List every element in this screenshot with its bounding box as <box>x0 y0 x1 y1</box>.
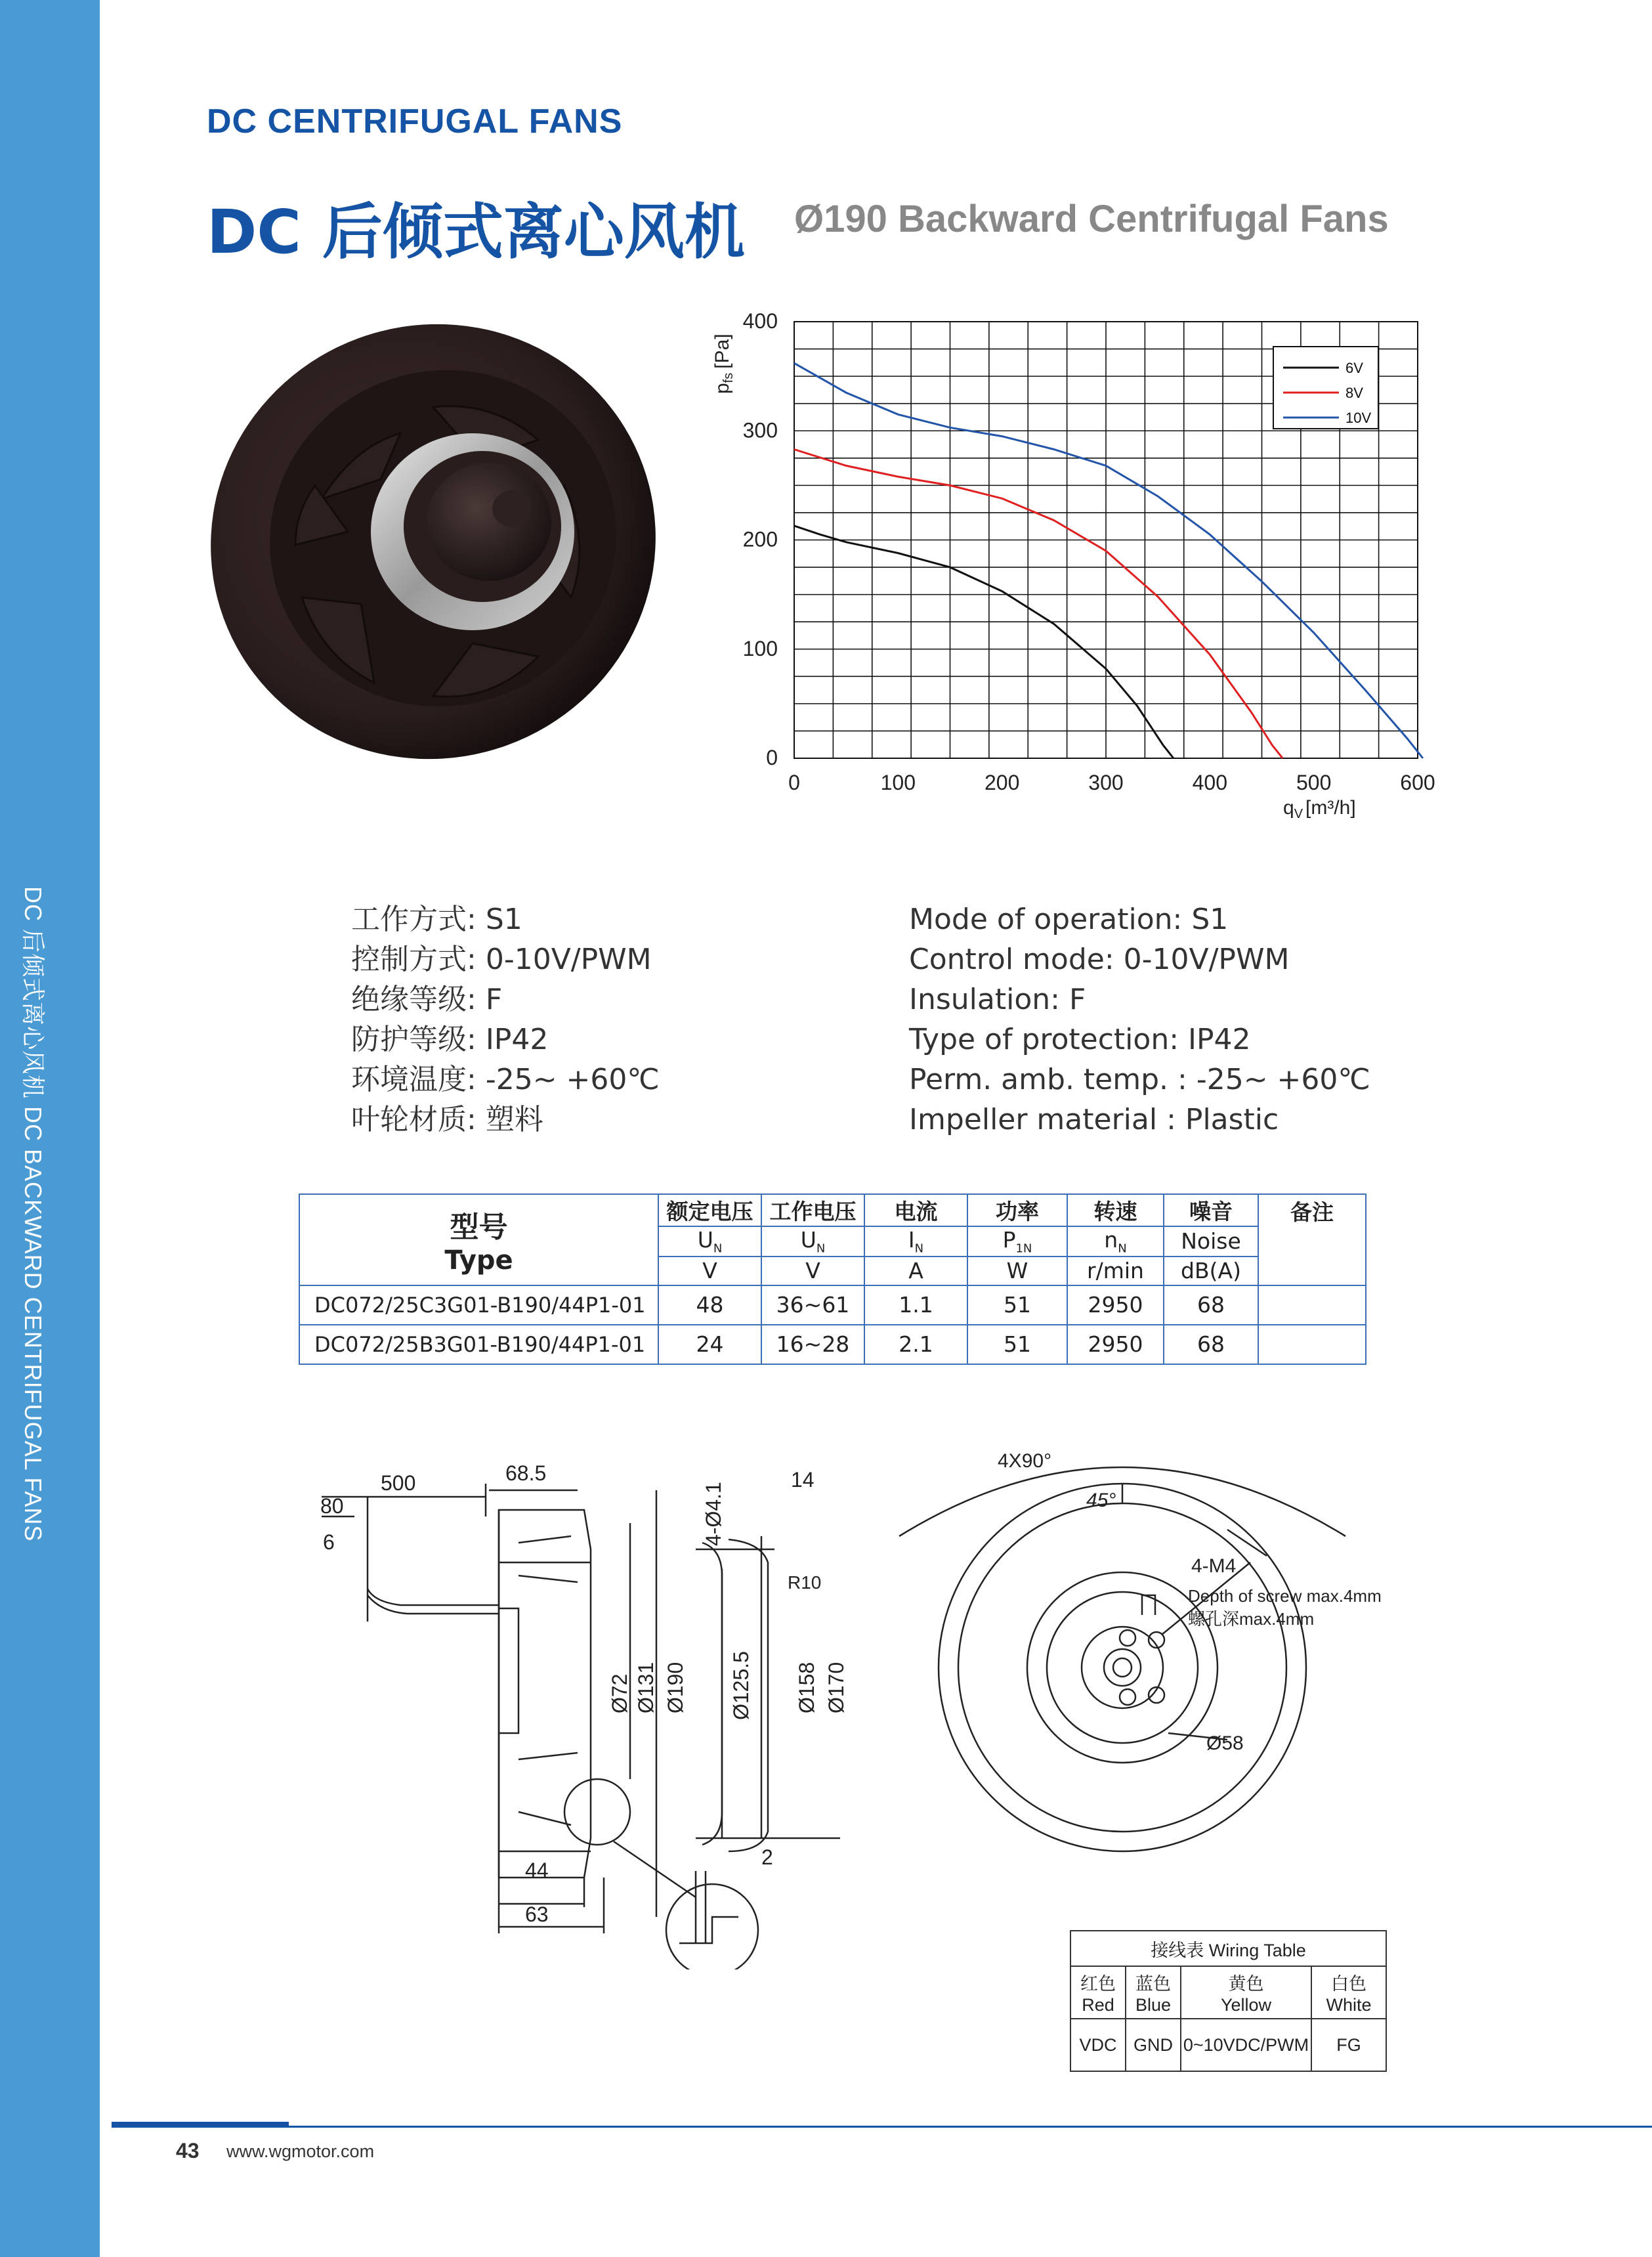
dim-label: 14 <box>791 1468 815 1492</box>
wiring-function-cell: 0~10VDC/PWM <box>1181 2019 1311 2071</box>
x-tick-label: 400 <box>1192 771 1228 794</box>
value-cell: 16~28 <box>761 1325 864 1364</box>
x-tick-label: 300 <box>1088 771 1124 794</box>
value-cell: 1.1 <box>864 1285 967 1325</box>
wiring-color-cell: 黄色 Yellow <box>1181 1966 1311 2019</box>
table-row <box>299 1285 1366 1325</box>
legend-label: 6V <box>1345 360 1363 376</box>
value-cell: 51 <box>967 1285 1067 1325</box>
spec-row: 叶轮材质: 塑料 <box>351 1103 543 1136</box>
sidebar-vertical-text: DC 后倾式离心风机 DC BACKWARD CENTRIFUGAL FANS <box>20 886 47 1542</box>
page-number: 43 <box>176 2139 200 2162</box>
dim-label: 4-Ø4.1 <box>702 1482 725 1546</box>
value-cell: 36~61 <box>761 1285 864 1325</box>
col-symbol: $U_N$ <box>658 1226 761 1257</box>
value-cell: 68 <box>1164 1325 1258 1364</box>
dim-label: 68.5 <box>505 1461 547 1485</box>
wiring-color-cell: 蓝色 Blue <box>1126 1966 1181 2019</box>
col-unit: A <box>864 1257 967 1285</box>
wiring-color-cell: 红色 Red <box>1070 1966 1126 2019</box>
col-unit: W <box>967 1257 1067 1285</box>
col-header: 额定电压 <box>658 1194 761 1226</box>
wiring-function-cell: GND <box>1126 2019 1181 2071</box>
dim-label: Ø170 <box>824 1662 848 1713</box>
front-dim-label: 螺孔深max.4mm <box>1188 1609 1315 1629</box>
value-cell <box>1258 1325 1366 1364</box>
y-tick-label: 100 <box>742 636 778 660</box>
spec-row: Insulation: F <box>909 983 1086 1016</box>
col-unit: V <box>761 1257 864 1285</box>
value-cell: 24 <box>658 1325 761 1364</box>
front-dim-label: 4-M4 <box>1191 1555 1237 1577</box>
spec-row: Perm. amb. temp. : -25~ +60℃ <box>909 1063 1370 1096</box>
dim-label: 2 <box>761 1845 773 1869</box>
series-line-8V <box>794 450 1282 759</box>
value-cell: 2950 <box>1067 1325 1164 1364</box>
y-tick-label: 0 <box>766 746 778 769</box>
chart-legend <box>1273 347 1378 429</box>
spec-row: 绝缘等级: F <box>351 983 503 1016</box>
spec-row: 控制方式: 0-10V/PWM <box>351 943 652 976</box>
front-dim-label: 4X90° <box>998 1450 1052 1472</box>
legend-label: 8V <box>1345 385 1363 401</box>
dim-label: Ø131 <box>634 1662 658 1713</box>
model-cell: DC072/25B3G01-B190/44P1-01 <box>299 1325 658 1364</box>
col-unit <box>1258 1257 1366 1285</box>
col-unit: V <box>658 1257 761 1285</box>
x-tick-label: 500 <box>1296 771 1332 794</box>
footer-rule <box>112 2126 1652 2128</box>
dim-label: Ø190 <box>664 1662 687 1713</box>
col-header: 噪音 <box>1164 1194 1258 1226</box>
dim-label: 80 <box>320 1494 344 1518</box>
value-cell: 2950 <box>1067 1285 1164 1325</box>
spec-row: 环境温度: -25~ +60℃ <box>351 1063 660 1096</box>
spec-row: Impeller material : Plastic <box>909 1103 1279 1136</box>
y-axis-label: $p_{fs}[Pa]$ <box>711 333 736 394</box>
wiring-color-cell: 白色 White <box>1311 1966 1386 2019</box>
y-tick-label: 300 <box>742 418 778 442</box>
front-dim-label: Ø58 <box>1206 1732 1244 1754</box>
value-cell: 48 <box>658 1285 761 1325</box>
dim-label: 44 <box>525 1859 549 1882</box>
dim-label: 6 <box>323 1530 335 1554</box>
wiring-function-row <box>1070 2019 1386 2071</box>
x-tick-label: 600 <box>1400 771 1435 794</box>
value-cell: 2.1 <box>864 1325 967 1364</box>
front-view-drawing <box>860 1444 1451 1864</box>
footer-url[interactable]: www.wgmotor.com <box>226 2141 375 2161</box>
col-header: 工作电压 <box>761 1194 864 1226</box>
wiring-title: 接线表 Wiring Table <box>1070 1931 1386 1966</box>
x-tick-label: 100 <box>880 771 916 794</box>
wiring-function-cell: VDC <box>1070 2019 1126 2071</box>
category-heading: DC CENTRIFUGAL FANS <box>207 102 623 140</box>
fan-product-image <box>184 315 669 801</box>
value-cell <box>1258 1285 1366 1325</box>
spec-row: Mode of operation: S1 <box>909 903 1229 936</box>
col-symbol: $n_N$ <box>1067 1226 1164 1257</box>
wiring-color-row <box>1070 1966 1386 2019</box>
dim-label: R10 <box>788 1572 822 1593</box>
model-cell: DC072/25C3G01-B190/44P1-01 <box>299 1285 658 1325</box>
specs-cn <box>351 899 660 1140</box>
col-symbol: $U_N$ <box>761 1226 864 1257</box>
col-header: 转速 <box>1067 1194 1164 1226</box>
col-symbol: $P_{1N}$ <box>967 1226 1067 1257</box>
dim-label: Ø125.5 <box>729 1651 753 1720</box>
front-dim-label: 45° <box>1086 1490 1116 1511</box>
dim-label: 500 <box>381 1471 416 1495</box>
wiring-function-cell: FG <box>1311 2019 1386 2071</box>
dim-label: 63 <box>525 1902 549 1926</box>
front-dim-label: Depth of screw max.4mm <box>1188 1586 1382 1606</box>
type-header: 型号 Type <box>299 1194 658 1285</box>
x-axis-label: $q_V$ [m³/h] <box>1283 797 1356 821</box>
col-symbol: $I_N$ <box>864 1226 967 1257</box>
spec-row: Control mode: 0-10V/PWM <box>909 943 1290 976</box>
x-tick-label: 0 <box>788 771 800 794</box>
col-header: 功率 <box>967 1194 1067 1226</box>
x-tick-label: 200 <box>984 771 1020 794</box>
spec-row: Type of protection: IP42 <box>909 1023 1251 1056</box>
dim-label: Ø72 <box>608 1673 631 1713</box>
col-unit: dB(A) <box>1164 1257 1258 1285</box>
col-header: 电流 <box>864 1194 967 1226</box>
spec-table <box>299 1193 1366 1365</box>
dim-label: Ø158 <box>795 1662 818 1713</box>
wiring-title-row <box>1070 1931 1386 1966</box>
col-unit: r/min <box>1067 1257 1164 1285</box>
specs-en <box>909 899 1370 1140</box>
page-title-en: Ø190 Backward Centrifugal Fans <box>794 198 1389 240</box>
table-row <box>299 1325 1366 1364</box>
value-cell: 68 <box>1164 1285 1258 1325</box>
page-title-cn: DC 后倾式离心风机 <box>207 197 745 267</box>
wiring-table <box>1070 1930 1387 2072</box>
side-view-drawing <box>302 1444 893 1969</box>
table-header-row <box>299 1194 1366 1226</box>
spec-row: 防护等级: IP42 <box>351 1023 549 1056</box>
y-tick-label: 200 <box>742 527 778 551</box>
legend-label: 10V <box>1345 410 1372 426</box>
value-cell: 51 <box>967 1325 1067 1364</box>
spec-row: 工作方式: S1 <box>351 903 522 936</box>
performance-chart <box>683 309 1437 827</box>
col-header: 备注 <box>1258 1194 1366 1226</box>
y-tick-label: 400 <box>742 309 778 333</box>
col-symbol <box>1258 1226 1366 1257</box>
col-symbol: Noise <box>1164 1226 1258 1257</box>
